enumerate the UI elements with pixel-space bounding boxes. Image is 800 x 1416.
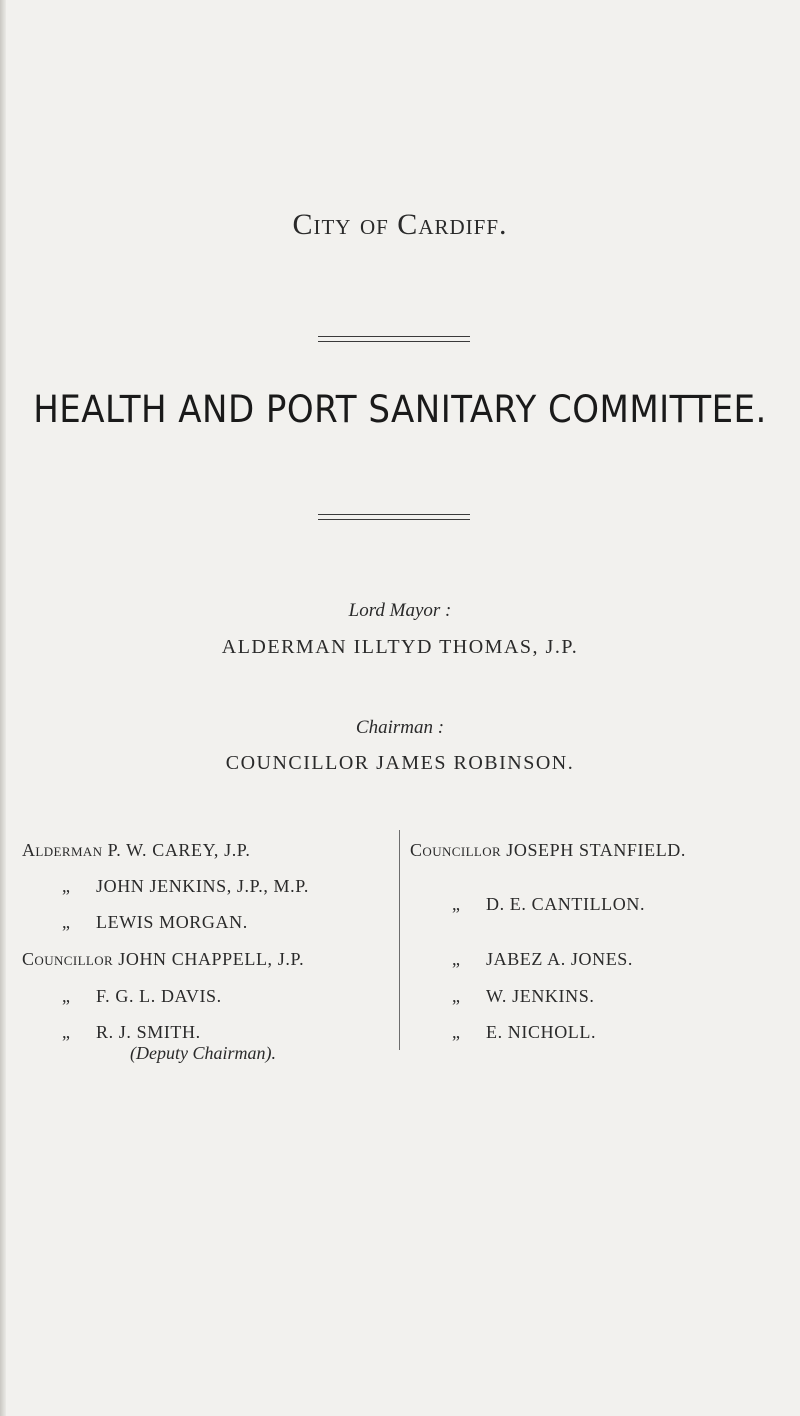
member-name: R. J. SMITH. xyxy=(96,1022,201,1042)
lord-mayor-name: ALDERMAN ILLTYD THOMAS, J.P. xyxy=(221,636,579,658)
member-left-4 xyxy=(22,949,304,970)
top-double-rule xyxy=(318,336,470,342)
member-title: Councillor xyxy=(410,840,502,860)
lord-mayor-label: Lord Mayor : xyxy=(348,600,452,621)
column-divider xyxy=(399,830,400,1050)
member-right-1 xyxy=(410,840,686,861)
ditto-mark: „ xyxy=(452,949,461,969)
member-name: W. JENKINS. xyxy=(486,986,595,1006)
member-name: JABEZ A. JONES. xyxy=(486,949,634,969)
deputy-chairman-note: (Deputy Chairman). xyxy=(130,1043,276,1063)
member-left-5 xyxy=(62,986,222,1007)
ditto-mark: „ xyxy=(452,986,461,1006)
bottom-double-rule xyxy=(318,514,470,520)
member-title: Councillor xyxy=(22,949,114,969)
member-name: JOHN JENKINS, J.P., M.P. xyxy=(96,876,309,896)
member-left-6 xyxy=(62,1022,201,1043)
ditto-mark: „ xyxy=(452,1022,461,1042)
member-right-4 xyxy=(452,986,594,1007)
ditto-mark: „ xyxy=(62,876,71,896)
member-name: F. G. L. DAVIS. xyxy=(96,986,222,1006)
member-name: LEWIS MORGAN. xyxy=(96,912,248,932)
member-left-3 xyxy=(62,912,248,933)
member-right-5 xyxy=(452,1022,596,1043)
member-title: Alderman xyxy=(22,840,103,860)
ditto-mark: „ xyxy=(62,1022,71,1042)
ditto-mark: „ xyxy=(62,986,71,1006)
member-right-3 xyxy=(452,949,633,970)
ditto-mark: „ xyxy=(62,912,71,932)
member-name: JOHN CHAPPELL, J.P. xyxy=(118,949,305,969)
member-left-1 xyxy=(22,840,251,861)
member-right-2 xyxy=(452,894,645,915)
member-left-2 xyxy=(62,876,309,897)
committee-title: HEALTH AND PORT SANITARY COMMITTEE. xyxy=(33,388,767,431)
city-title: City of Cardiff. xyxy=(292,208,508,241)
member-name: JOSEPH STANFIELD. xyxy=(506,840,687,860)
member-name: P. W. CAREY, J.P. xyxy=(107,840,251,860)
chairman-name: COUNCILLOR JAMES ROBINSON. xyxy=(225,752,575,774)
member-name: E. NICHOLL. xyxy=(486,1022,597,1042)
member-name: D. E. CANTILLON. xyxy=(486,894,646,914)
ditto-mark: „ xyxy=(452,894,461,914)
chairman-label: Chairman : xyxy=(355,717,445,738)
